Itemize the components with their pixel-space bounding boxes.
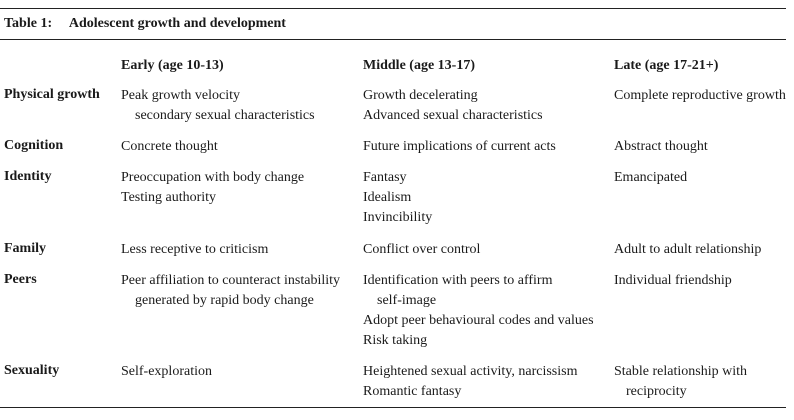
table-row [0,363,786,399]
cell-line: Conflict over control [363,242,481,257]
row-label: Identity [4,169,52,184]
cell-middle [363,241,480,261]
table-row [0,241,786,261]
column-header-middle: Middle (age 13-17) [363,58,475,73]
cell-late [614,169,687,189]
cell-line: generated by rapid body change [135,293,314,308]
cell-early [121,272,340,312]
cell-line: reciprocity [626,384,687,399]
column-header-late: Late (age 17-21+) [614,58,719,73]
cell-line: Adult to adult relationship [614,242,762,257]
table-header-rule [0,39,786,40]
cell-line: Adopt peer behavioural codes and values [363,313,594,328]
column-header-early: Early (age 10-13) [121,58,224,73]
cell-line: Future implications of current acts [363,139,556,154]
cell-line: Less receptive to criticism [121,242,269,257]
cell-line: Concrete thought [121,139,218,154]
cell-middle [363,87,543,127]
cell-early [121,87,315,127]
cell-line: Testing authority [121,190,217,205]
row-label: Cognition [4,138,64,153]
cell-line: Peer affiliation to counteract instability [121,273,341,288]
cell-line: Complete reproductive growth [614,88,786,103]
row-label: Peers [4,272,37,287]
cell-line: Heightened sexual activity, narcissism [363,364,578,379]
table-row [0,169,786,225]
table-caption-title: Adolescent growth and development [68,16,286,31]
cell-early [121,241,268,261]
cell-late [614,241,761,261]
row-label: Sexuality [4,363,60,378]
cell-early [121,169,304,209]
cell-middle [363,363,577,403]
cell-line: Risk taking [363,333,428,348]
cell-line: secondary sexual characteristics [135,108,315,123]
row-label: Physical growth [4,87,100,102]
cell-line: Idealism [363,190,412,205]
cell-middle [363,138,556,158]
table-row [0,138,786,158]
cell-line: Preoccupation with body change [121,170,305,185]
cell-line: Invincibility [363,210,433,225]
cell-line: self-image [377,293,437,308]
cell-middle [363,272,594,352]
cell-line: Individual friendship [614,273,732,288]
cell-late [614,87,786,107]
cell-line: Romantic fantasy [363,384,462,399]
row-label: Family [4,241,46,256]
cell-line: Abstract thought [614,139,708,154]
cell-line: Self-exploration [121,364,212,379]
table-row [0,87,786,123]
cell-line: Identification with peers to affirm [363,273,553,288]
cell-late [614,138,708,158]
cell-line: Emancipated [614,170,688,185]
cell-line: Fantasy [363,170,407,185]
table-caption [4,16,286,32]
table-row [0,272,786,348]
cell-line: Stable relationship with [614,364,747,379]
cell-line: Peak growth velocity [121,88,240,103]
cell-late [614,272,732,292]
cell-early [121,363,212,383]
cell-early [121,138,218,158]
cell-line: Growth decelerating [363,88,478,103]
cell-middle [363,169,432,229]
cell-line: Advanced sexual characteristics [363,108,543,123]
table-caption-number: Table 1: [4,16,53,31]
table-bottom-rule [0,407,786,408]
table-top-rule [0,8,786,9]
cell-late [614,363,747,403]
